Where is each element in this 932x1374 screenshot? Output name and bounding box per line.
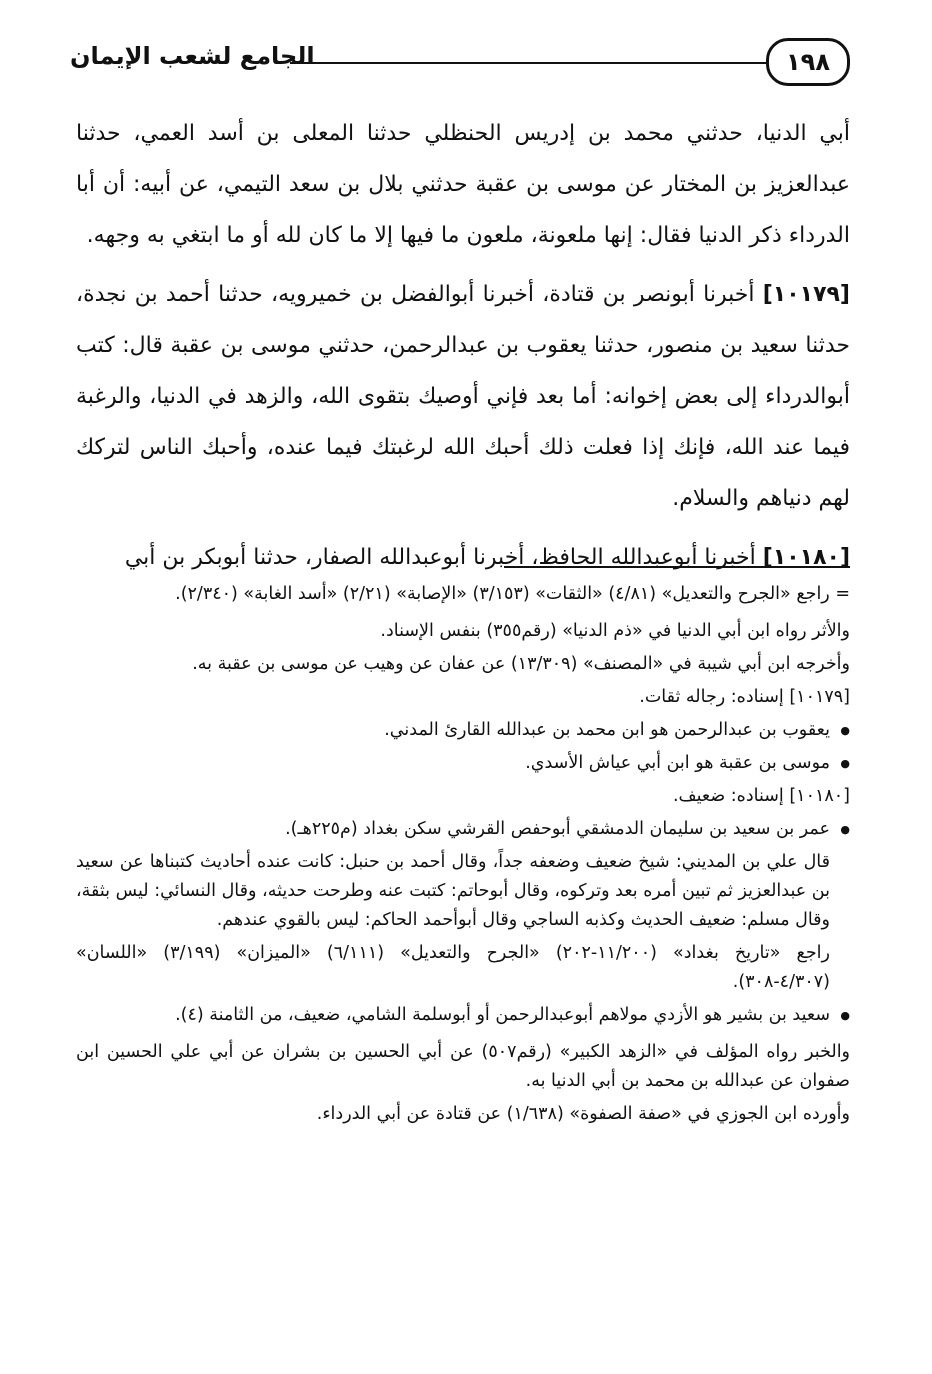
paragraph [76, 269, 850, 524]
page-number: ١٩٨ [766, 38, 850, 86]
paragraph [76, 532, 850, 583]
header-rule [290, 62, 768, 64]
footnote-line: = راجع «الجرح والتعديل» (٤/٨١) «الثقات» (٣/١٥٣) «الإصابة» (٢/٢١) «أسد الغابة» (٢/٣٤٠). [175, 584, 850, 604]
footnote-separator [504, 566, 850, 568]
footnote-line: والخبر رواه المؤلف في «الزهد الكبير» (رقم٥٠٧) عن أبي الحسين بن بشران عن أبي علي الحسين ابن صفوان عن عبدالله بن محمد بن أبي الدنيا به. [76, 1042, 851, 1091]
footnote-line: وأورده ابن الجوزي في «صفة الصفوة» (١/٦٣٨) عن قتادة عن أبي الدرداء. [316, 1104, 850, 1124]
footnote-line: [١٠١٨٠] إسناده: ضعيف. [672, 786, 850, 806]
hadith-number: [١٠١٨٠] [762, 545, 850, 570]
footnote-bullet: ● يعقوب بن عبدالرحمن هو ابن محمد بن عبدالله القارئ المدني. [76, 716, 850, 745]
footnote-bullet: ● عمر بن سعيد بن سليمان الدمشقي أبوحفص القرشي سكن بغداد (م٢٢٥هـ). [76, 815, 850, 844]
main-text [76, 108, 850, 591]
page-header [70, 28, 850, 98]
footnote-line: [١٠١٧٩] إسناده: رجاله ثقات. [639, 687, 850, 707]
footnote-line: وأخرجه ابن أبي شيبة في «المصنف» (١٣/٣٠٩) عن عفان عن وهيب عن موسى بن عقبة به. [192, 654, 850, 674]
footnotes [76, 580, 850, 1133]
paragraph-text: أخبرنا أبونصر بن قتادة، أخبرنا أبوالفضل بن خميرويه، حدثنا أحمد بن نجدة، حدثنا سعيد بن منصور، حدثنا يعقوب بن عبدالرحمن، حدثني موسى بن عقبة قال: كتب أبوالدرداء إلى بعض إخوانه: أما بعد فإني أوصيك بتقوى الله، والزهد في الدنيا، والرغبة فيما عند الله، فإنك إذا فعلت ذلك أحبك الله لرغبتك فيما عنده، وأحبك الناس لتركك لهم دنياهم والسلام. [76, 282, 850, 511]
footnote-bullet: ● موسى بن عقبة هو ابن أبي عياش الأسدي. [76, 749, 850, 778]
paragraph-text: أخبرنا أبوعبدالله الحافظ، أخبرنا أبوعبدالله الصفار، حدثنا أبوبكر بن أبي [124, 545, 756, 570]
footnote-line: راجع «تاريخ بغداد» (١١/٢٠٠-٢٠٢) «الجرح والتعديل» (٦/١١١) «الميزان» (٣/١٩٩) «اللسان» (٤/٣٠٧-٣٠٨). [76, 943, 830, 992]
footnote-line: والأثر رواه ابن أبي الدنيا في «ذم الدنيا» (رقم٣٥٥) بنفس الإسناد. [380, 621, 850, 641]
book-title: الجامع لشعب الإيمان [70, 42, 315, 70]
paragraph: أبي الدنيا، حدثني محمد بن إدريس الحنظلي حدثنا المعلى بن أسد العمي، حدثنا عبدالعزيز بن المختار عن موسى بن عقبة حدثني بلال بن سعد التيمي، عن أبيه: أن أبا الدرداء ذكر الدنيا فقال: إنها ملعونة، ملعون ما فيها إلا ما كان لله أو ما ابتغي به وجهه. [76, 121, 850, 248]
footnote-bullet: ● سعيد بن بشير هو الأزدي مولاهم أبوعبدالرحمن أو أبوسلمة الشامي، ضعيف، من الثامنة (٤). [76, 1001, 850, 1030]
hadith-number: [١٠١٧٩] [762, 282, 850, 307]
footnote-line: قال علي بن المديني: شيخ ضعيف وضعفه جداً، وقال أحمد بن حنبل: كانت عنده أحاديث كتبناها عن سعيد بن عبدالعزيز ثم تبين أمره بعد وتركوه، وقال أبوحاتم: كتبت عنه وطرحت حديثه، وقال النسائي: ليس بثقة، وقال مسلم: ضعيف الحديث وكذبه الساجي وقال أبوأحمد الحاكم: ليس بالقوي عندهم. [76, 852, 830, 930]
